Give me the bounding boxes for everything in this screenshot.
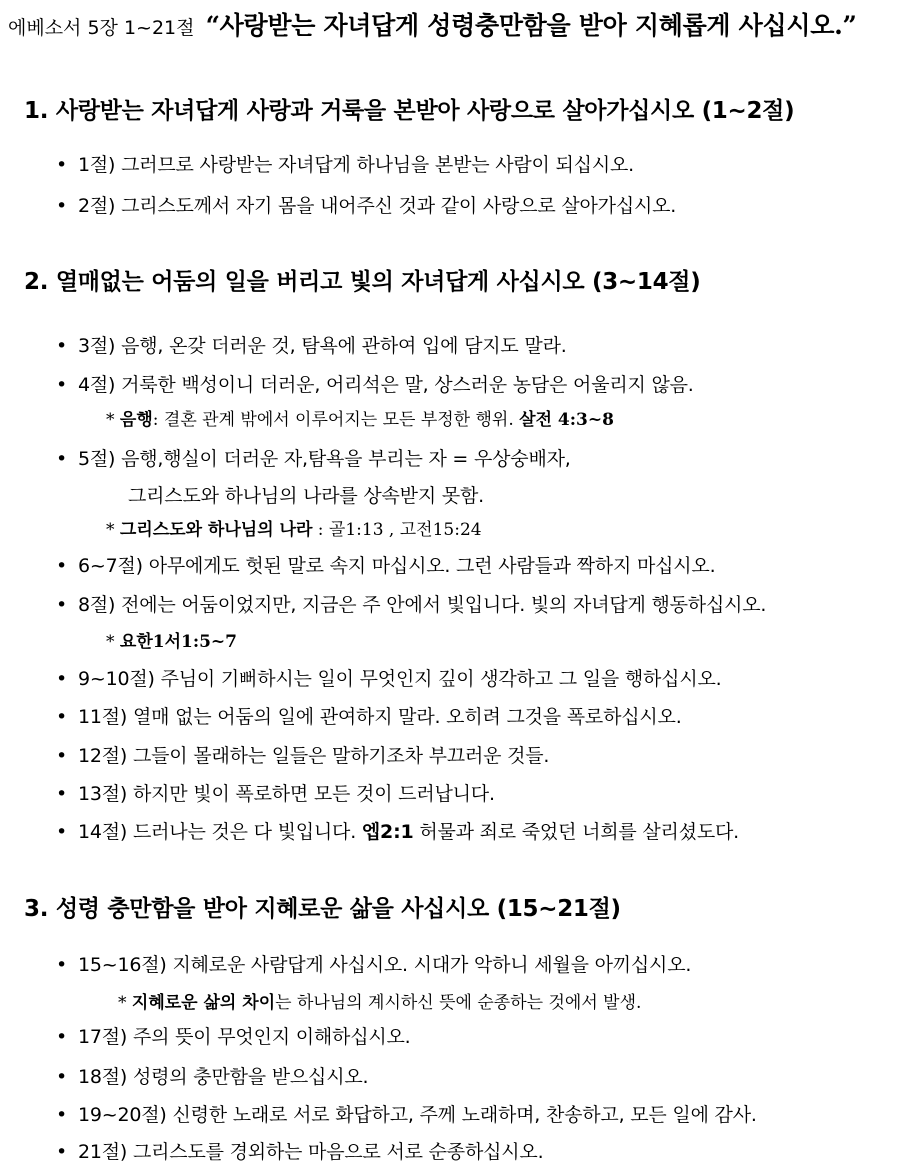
sermon-theme: “사랑받는 자녀답게 성령충만함을 받아 지혜롭게 사십시오.” (205, 11, 857, 40)
bullet-icon: • (56, 448, 68, 470)
cross-reference: 엡2:1 (361, 821, 414, 843)
list-item: • 5절) 음행,행실이 더러운 자,탐욕을 부리는 자 = 우상숭배자, (56, 448, 571, 470)
footnote: * 그리스도와 하나님의 나라 : 골1:13 , 고전15:24 (106, 520, 482, 540)
bullet-icon: • (56, 335, 68, 357)
bullet-icon: • (56, 745, 68, 767)
bullet-icon: • (56, 374, 68, 396)
list-item: • 14절) 드러나는 것은 다 빛입니다. 엡2:1 허물과 죄로 죽었던 너희를 살리셨도다. (56, 821, 739, 843)
bullet-icon: • (56, 555, 68, 577)
list-item: • 3절) 음행, 온갖 더러운 것, 탐욕에 관하여 입에 담지도 말라. (56, 335, 567, 357)
bullet-icon: • (56, 706, 68, 728)
list-item: • 2절) 그리스도께서 자기 몸을 내어주신 것과 같이 사랑으로 살아가십시오. (56, 195, 677, 217)
footnote: * 지혜로운 삶의 차이는 하나님의 계시하신 뜻에 순종하는 것에서 발생. (118, 993, 642, 1013)
section-2-title: 2. 열매없는 어둠의 일을 버리고 빛의 자녀답게 사십시오 (3~14절) (24, 269, 701, 295)
bullet-icon: • (56, 154, 68, 176)
list-item: • 12절) 그들이 몰래하는 일들은 말하기조차 부끄러운 것들. (56, 745, 550, 767)
list-item: • 4절) 거룩한 백성이니 더러운, 어리석은 말, 상스러운 농담은 어울리지 않음. (56, 374, 694, 396)
bullet-icon: • (56, 594, 68, 616)
list-item: • 13절) 하지만 빛이 폭로하면 모든 것이 드러납니다. (56, 783, 495, 805)
list-item: • 11절) 열매 없는 어둠의 일에 관여하지 말라. 오히려 그것을 폭로하십시오. (56, 706, 682, 728)
bullet-icon: • (56, 783, 68, 805)
list-item: • 19~20절) 신령한 노래로 서로 화답하고, 주께 노래하며, 찬송하고, 모든 일에 감사. (56, 1104, 757, 1126)
list-item: • 18절) 성령의 충만함을 받으십시오. (56, 1066, 369, 1088)
bullet-icon: • (56, 1066, 68, 1088)
bullet-icon: • (56, 954, 68, 976)
list-item-continuation: 그리스도와 하나님의 나라를 상속받지 못함. (128, 485, 484, 507)
footnote: * 요한1서1:5~7 (106, 632, 238, 652)
bullet-icon: • (56, 1141, 68, 1163)
bullet-icon: • (56, 195, 68, 217)
section-3-title: 3. 성령 충만함을 받아 지혜로운 삶을 사십시오 (15~21절) (24, 896, 621, 922)
list-item: • 17절) 주의 뜻이 무엇인지 이해하십시오. (56, 1026, 411, 1048)
list-item: • 15~16절) 지혜로운 사람답게 사십시오. 시대가 악하니 세월을 아끼십시오. (56, 954, 692, 976)
list-item: • 21절) 그리스도를 경외하는 마음으로 서로 순종하십시오. (56, 1141, 544, 1163)
scripture-reference: 에베소서 5장 1~21절 (8, 17, 195, 39)
list-item: • 6~7절) 아무에게도 헛된 말로 속지 마십시오. 그런 사람들과 짝하지 마십시오. (56, 555, 716, 577)
document-header (8, 6, 857, 42)
list-item: • 8절) 전에는 어둠이었지만, 지금은 주 안에서 빛입니다. 빛의 자녀답게 행동하십시오. (56, 594, 767, 616)
list-item: • 9~10절) 주님이 기뻐하시는 일이 무엇인지 깊이 생각하고 그 일을 행하십시오. (56, 668, 722, 690)
list-item: • 1절) 그러므로 사랑받는 자녀답게 하나님을 본받는 사람이 되십시오. (56, 154, 634, 176)
bullet-icon: • (56, 668, 68, 690)
bullet-icon: • (56, 1026, 68, 1048)
footnote: * 음행: 결혼 관계 밖에서 이루어지는 모든 부정한 행위. 살전 4:3~8 (106, 410, 614, 430)
bullet-icon: • (56, 1104, 68, 1126)
bullet-icon: • (56, 821, 68, 843)
section-1-title: 1. 사랑받는 자녀답게 사랑과 거룩을 본받아 사랑으로 살아가십시오 (1~2절) (24, 98, 795, 124)
